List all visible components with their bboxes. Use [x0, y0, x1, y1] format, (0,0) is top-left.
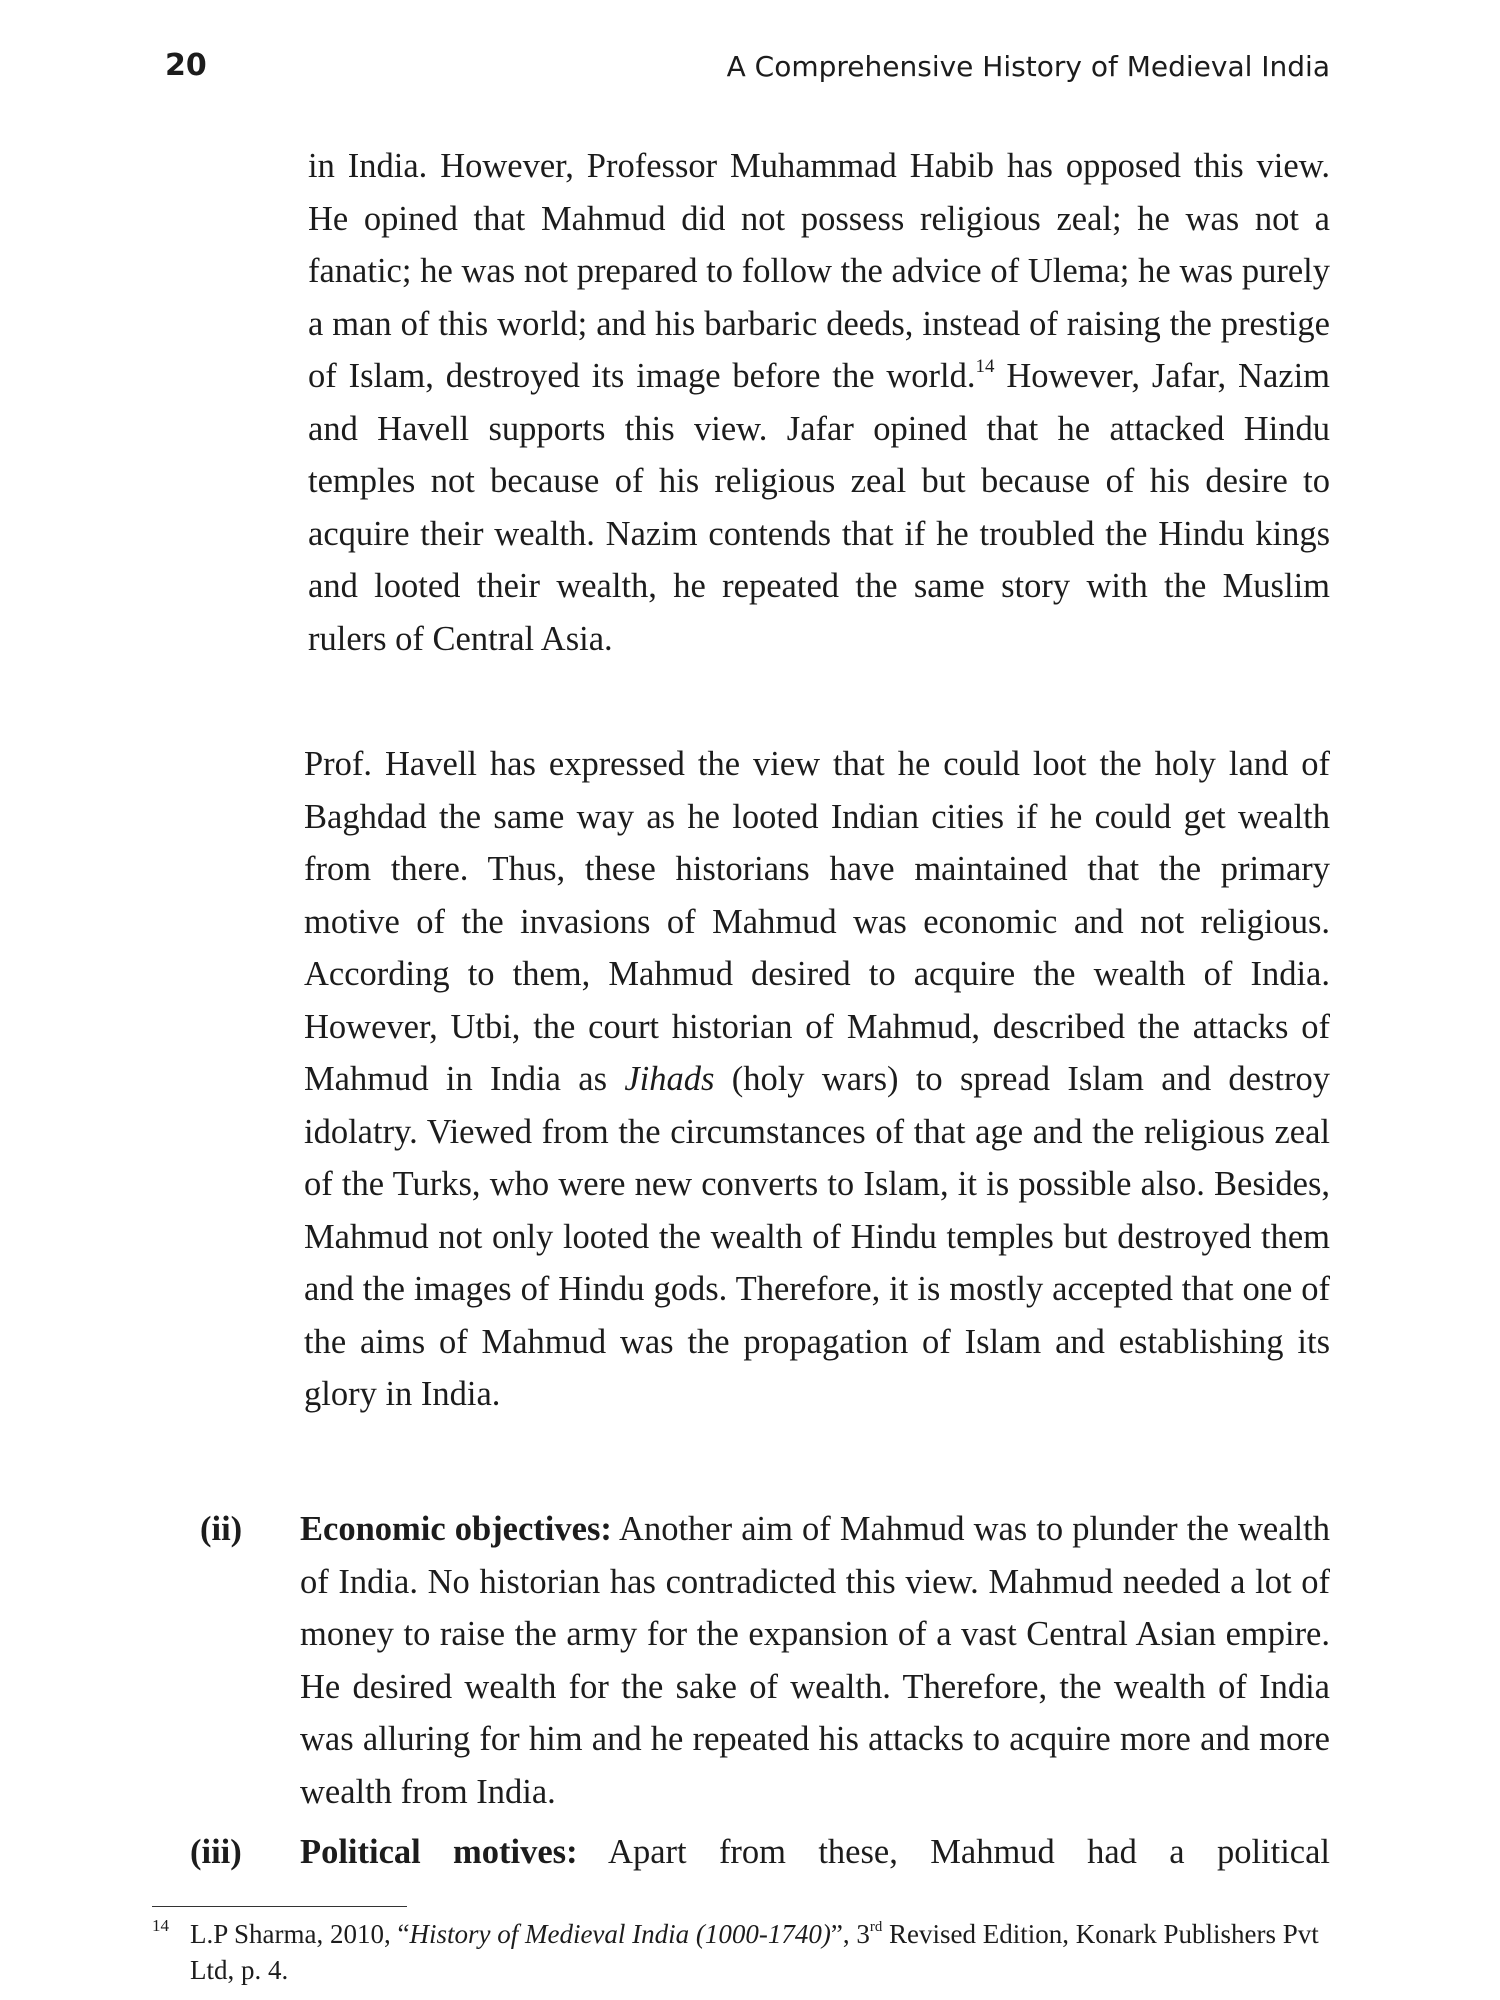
running-title: A Comprehensive History of Medieval India [726, 50, 1330, 83]
paragraph-text: Prof. Havell has expressed the view that he could loot the holy land of Baghdad the same way as he looted Indian cities if he could get wealth from there. Thus, these historians have maintained that the primary motive of the invasions of Mahmud was economic and not religious. According to them, Mahmud desired to acquire the wealth of India. However, Utbi, the court historian of Mahmud, described the attacks of Mahmud in India as [304, 745, 1330, 1098]
page-number: 20 [165, 48, 207, 83]
footnote-text-part: Revised Edition, Konark Publishers Pvt Ltd, p. 4. [190, 1919, 1319, 1985]
list-marker: (ii) [200, 1510, 243, 1548]
footnote-text-part: ”, 3 [830, 1919, 870, 1949]
footnote-reference[interactable]: 14 [975, 355, 995, 377]
body-paragraph [308, 140, 1330, 665]
footnote-book-title: History of Medieval India (1000-1740) [409, 1919, 831, 1949]
footnote-ordinal-suffix: rd [869, 1918, 883, 1935]
footnote [152, 1916, 1332, 1988]
footnote-divider [152, 1906, 407, 1907]
footnote-marker: 14 [152, 1916, 169, 1935]
footnote-text [190, 1916, 1332, 1988]
list-item-body: Another aim of Mahmud was to plunder the wealth of India. No historian has contradicted this view. Mahmud needed a lot of money to raise the army for the expansion of a vast Central Asian empire. He desired wealth for the sake of wealth. Therefore, the wealth of India was alluring for him and he repeated his attacks to acquire more and more wealth from India. [300, 1510, 1330, 1811]
list-item-term: Economic objectives: [300, 1510, 612, 1548]
list-item-body: Apart from these, Mahmud had a political [577, 1833, 1330, 1871]
italic-term: Jihads [624, 1060, 715, 1098]
list-marker: (iii) [190, 1833, 242, 1871]
paragraph-text: (holy wars) to spread Islam and destroy idolatry. Viewed from the circumstances of that age and the religious zeal of the Turks, who were new converts to Islam, it is possible also. Besides, Mahmud not only looted the wealth of Hindu temples but destroyed them and the images of Hindu gods. Therefore, it is mostly accepted that one of the aims of Mahmud was the propagation of Islam and establishing its glory in India. [304, 1060, 1330, 1413]
paragraph-text: in India. However, Professor Muhammad Habib has opposed this view. He opined that Mahmud did not possess religious zeal; he was not a fanatic; he was not prepared to follow the advice of Ulema; he was purely a man of this world; and his barbaric deeds, instead of raising the prestige of Islam, destroyed its image before the world. [308, 147, 1330, 395]
list-item-term: Political motives: [300, 1833, 578, 1871]
paragraph-text: However, Jafar, Nazim and Havell supports this view. Jafar opined that he attacked Hindu temples not because of his religious zeal but because of his desire to acquire their wealth. Nazim contends that if he troubled the Hindu kings and looted their wealth, he repeated the same story with the Muslim rulers of Central Asia. [308, 357, 1331, 658]
body-paragraph [304, 738, 1330, 1421]
footnote-text-part: L.P Sharma, 2010, “ [190, 1919, 410, 1949]
list-item-text [300, 1826, 1330, 1879]
list-item-text [300, 1503, 1330, 1818]
page-header [165, 44, 1330, 88]
